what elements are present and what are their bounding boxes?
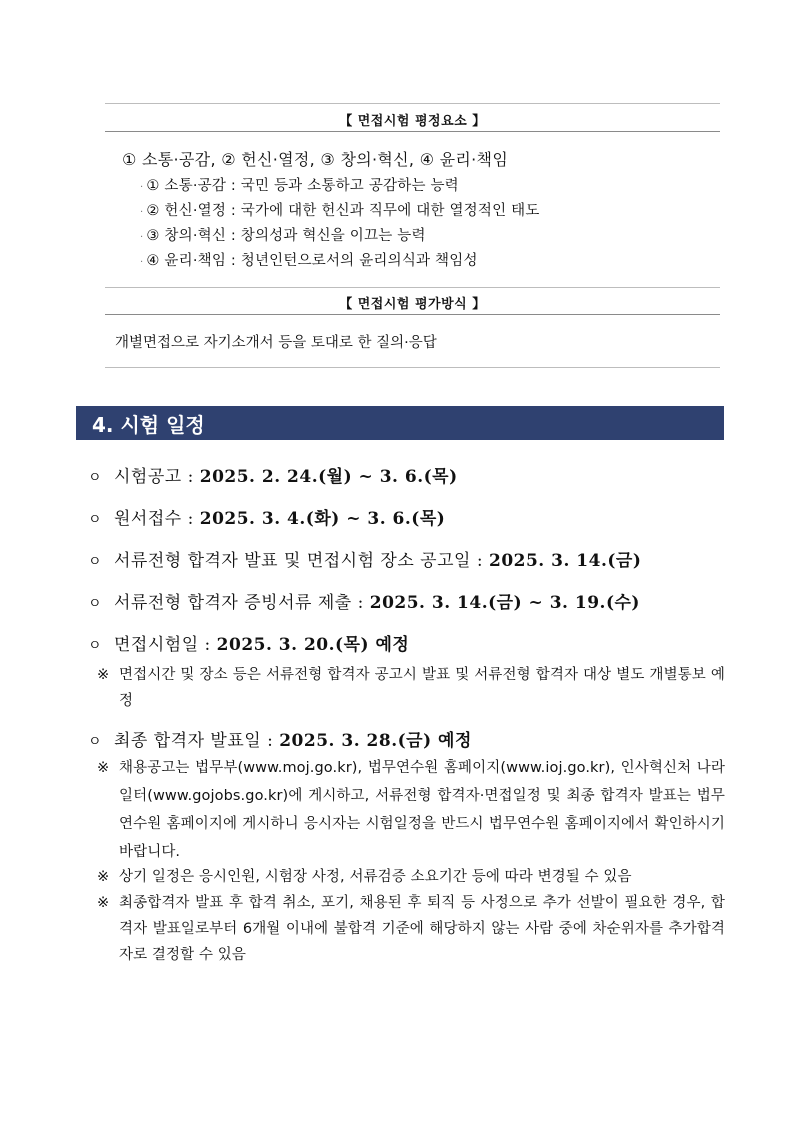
schedule-item-interview-date: ㅇ 면접시험일 : 2025. 3. 20.(목) 예정	[88, 635, 410, 655]
criteria-top-rule	[105, 103, 720, 104]
bullet-icon: ㅇ	[88, 470, 103, 486]
method-bottom-rule	[105, 367, 720, 368]
bullet-icon: ㅇ	[88, 638, 103, 654]
note-posting: ※ 채용공고는 법무부(www.moj.go.kr), 법무연수원 홈페이지(www.ioj.go.kr), 인사혁신처 나라일터(www.gojobs.go.kr)에 게시하고, 서류전형 합격자·면접일정 및 최종 합격자 발표는 법무연수원 홈페이지에 게시하니 응시자는 시험일정을 반드시 법무연수원 홈페이지에서 확인하시기 바랍니다.	[97, 754, 725, 866]
bullet-icon: ㅇ	[88, 512, 103, 528]
method-top-rule	[105, 287, 720, 288]
schedule-item-announcement: ㅇ 시험공고 : 2025. 2. 24.(월) ~ 3. 6.(목)	[88, 467, 458, 487]
criteria-header: 【 면접시험 평정요소 】	[339, 114, 486, 129]
reference-mark-icon: ※	[97, 895, 110, 911]
method-header: 【 면접시험 평가방식 】	[339, 297, 486, 312]
criteria-item: · ① 소통·공감 : 국민 등과 소통하고 공감하는 능력	[140, 178, 459, 194]
schedule-item-application: ㅇ 원서접수 : 2025. 3. 4.(화) ~ 3. 6.(목)	[88, 509, 446, 529]
reference-mark-icon: ※	[97, 760, 110, 776]
method-header-rule	[105, 314, 720, 315]
reference-mark-icon: ※	[97, 667, 110, 683]
criteria-header-rule	[105, 131, 720, 132]
reference-mark-icon: ※	[97, 869, 110, 885]
bullet-icon: ㅇ	[88, 554, 103, 570]
schedule-item-evidence-submission: ㅇ 서류전형 합격자 증빙서류 제출 : 2025. 3. 14.(금) ~ 3. 19.(수)	[88, 593, 640, 613]
note-additional-pass: ※ 최종합격자 발표 후 합격 취소, 포기, 채용된 후 퇴직 등 사정으로 추가 선발이 필요한 경우, 합격자 발표일로부터 6개월 이내에 불합격 기준에 해당하지 않는 사람 중에 차순위자를 추가합격자로 결정할 수 있음	[97, 890, 725, 968]
criteria-main-line: ① 소통·공감, ② 헌신·열정, ③ 창의·혁신, ④ 윤리·책임	[122, 150, 509, 169]
note-schedule-change: ※ 상기 일정은 응시인원, 시험장 사정, 서류검증 소요기간 등에 따라 변경될 수 있음	[97, 864, 725, 890]
schedule-item-document-result: ㅇ 서류전형 합격자 발표 및 면접시험 장소 공고일 : 2025. 3. 14.(금)	[88, 551, 642, 571]
note-interview: ※ 면접시간 및 장소 등은 서류전형 합격자 공고시 발표 및 서류전형 합격자 대상 별도 개별통보 예정	[97, 662, 725, 714]
bullet-icon: ㅇ	[88, 596, 103, 612]
section-title: 4. 시험 일정	[92, 412, 205, 437]
method-text: 개별면접으로 자기소개서 등을 토대로 한 질의·응답	[115, 335, 437, 351]
bullet-icon: ㅇ	[88, 734, 103, 750]
criteria-item: · ③ 창의·혁신 : 창의성과 혁신을 이끄는 능력	[140, 228, 426, 244]
criteria-item: · ② 헌신·열정 : 국가에 대한 헌신과 직무에 대한 열정적인 태도	[140, 203, 540, 219]
section-title-bar	[76, 406, 724, 440]
schedule-item-final-result: ㅇ 최종 합격자 발표일 : 2025. 3. 28.(금) 예정	[88, 731, 472, 751]
criteria-item: · ④ 윤리·책임 : 청년인턴으로서의 윤리의식과 책임성	[140, 253, 478, 269]
